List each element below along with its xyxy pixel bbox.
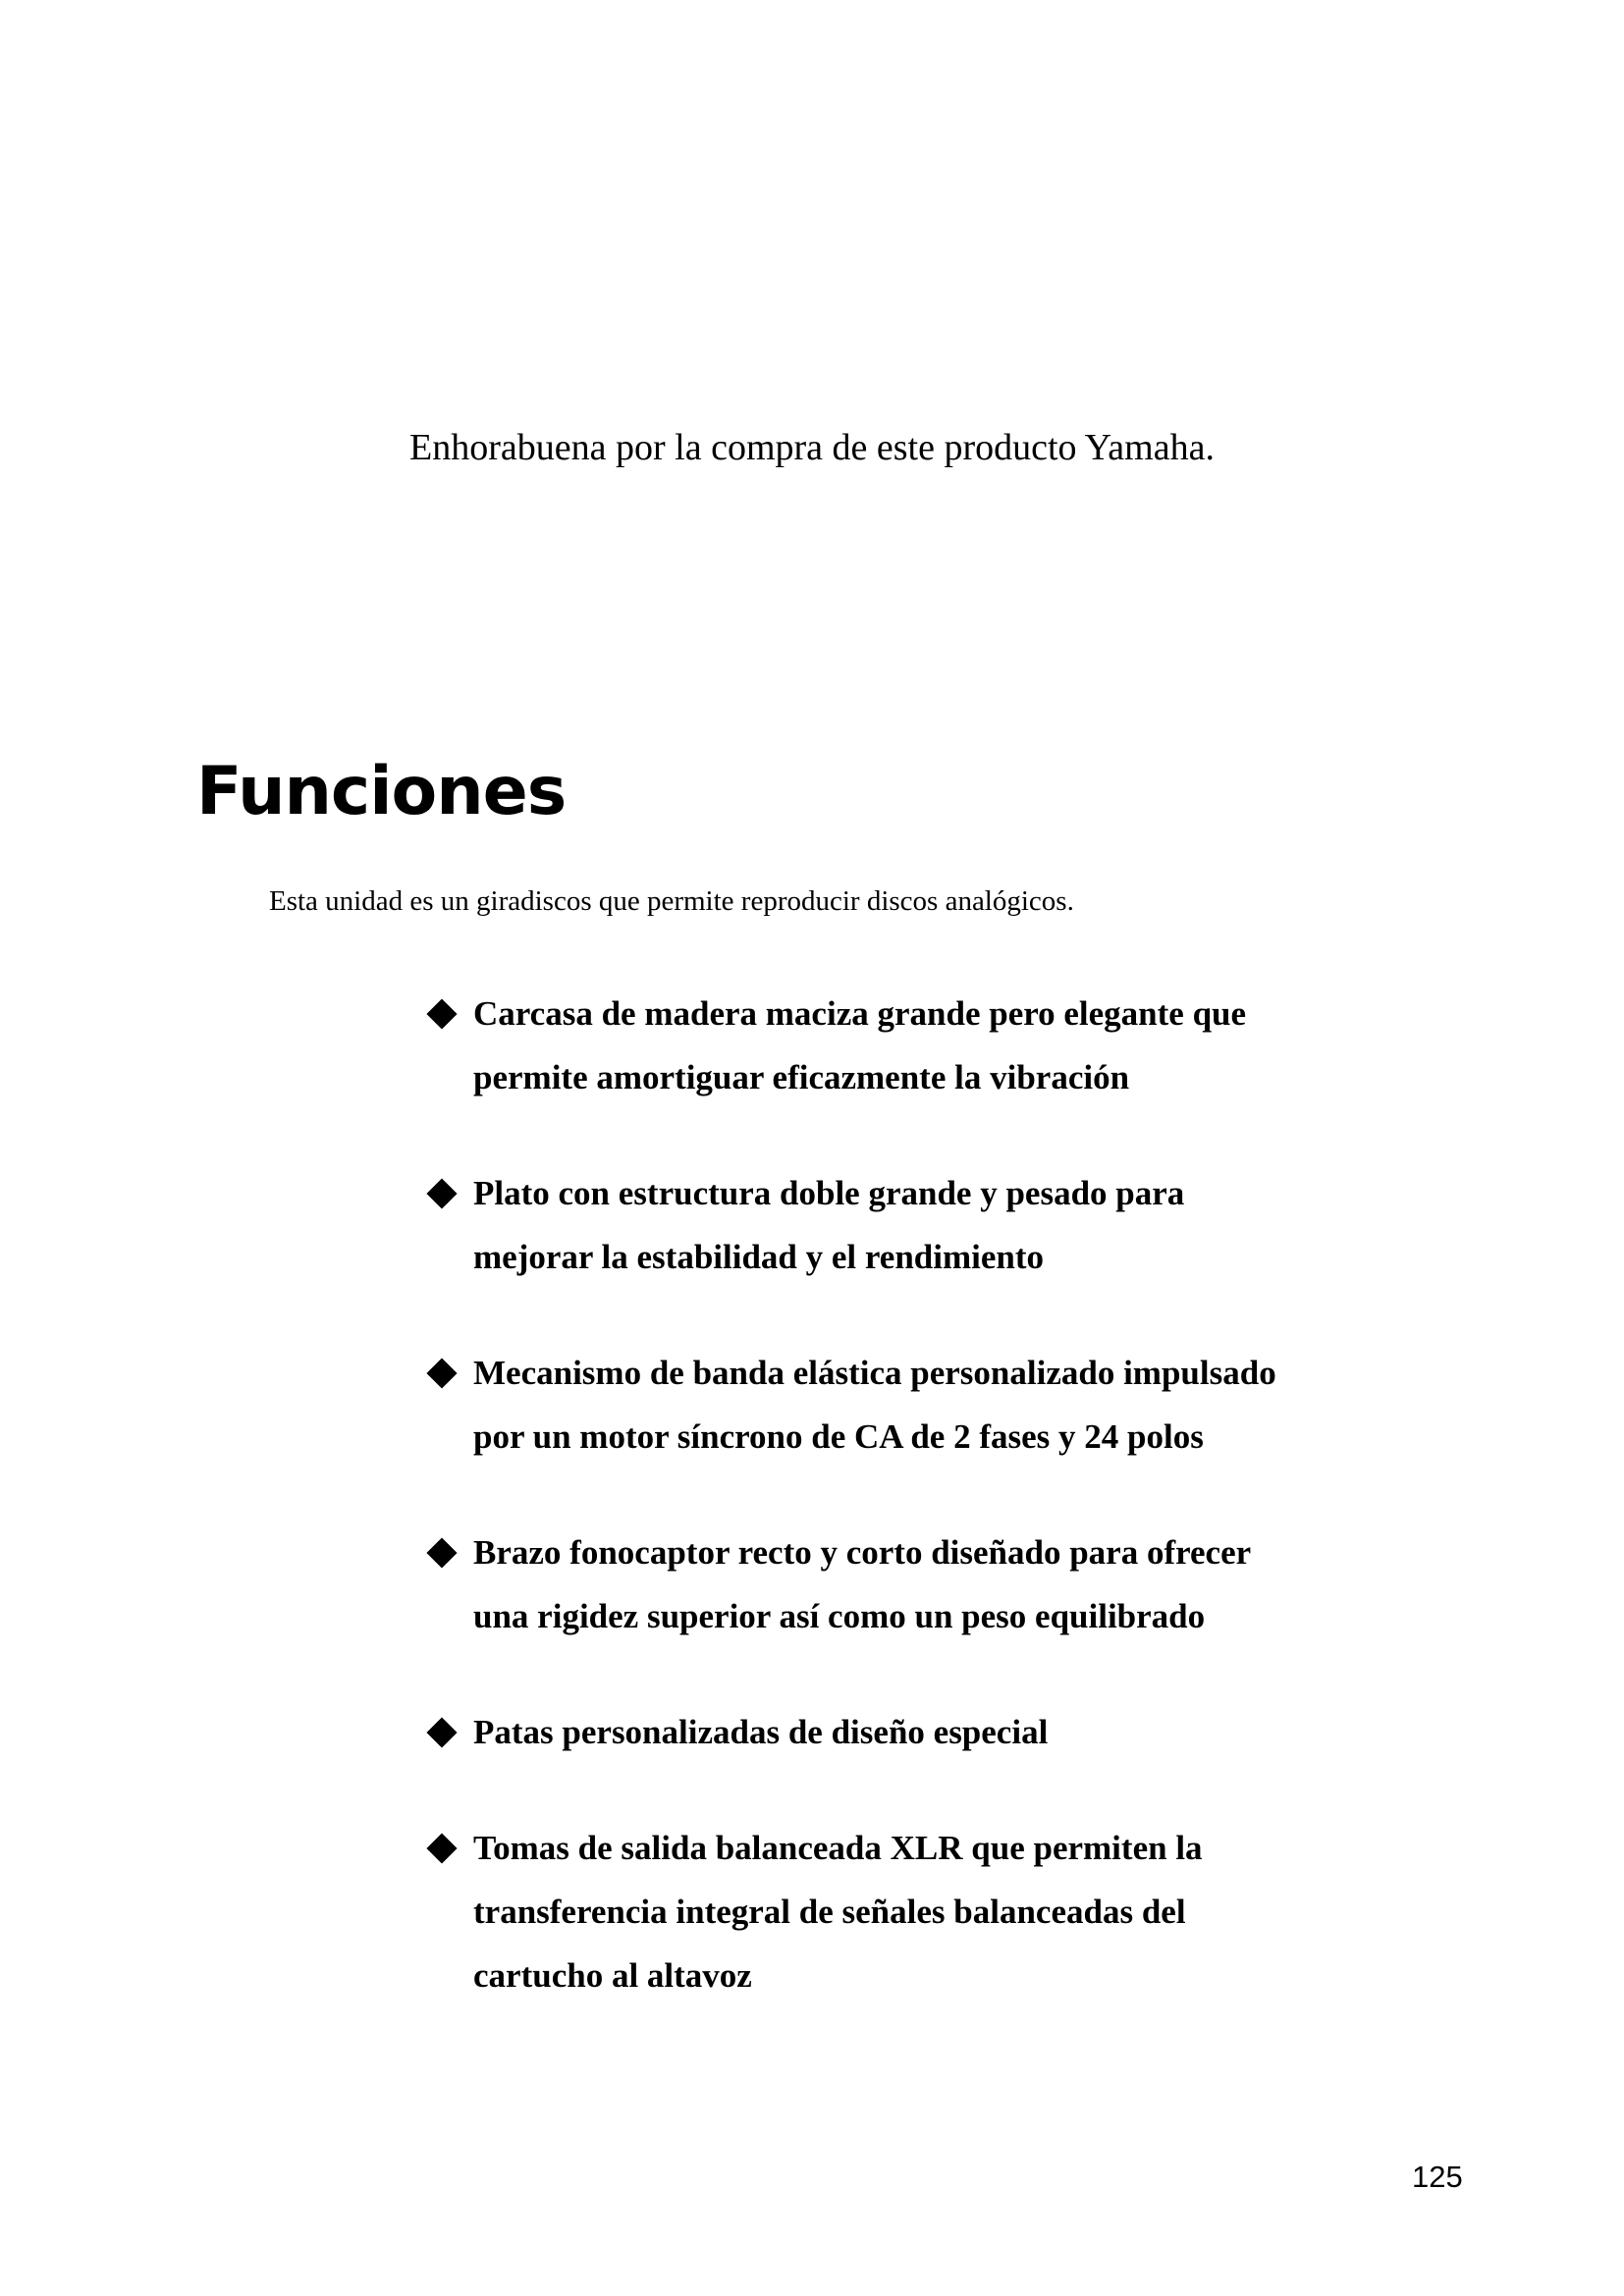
diamond-bullet-icon — [422, 1341, 461, 1405]
feature-line: Tomas de salida balanceada XLR que permiten la — [473, 1829, 1203, 1867]
feature-list — [422, 982, 1404, 2059]
feature-text — [473, 1341, 1377, 1468]
feature-line: permite amortiguar eficazmente la vibración — [473, 1058, 1130, 1096]
feature-line: cartucho al altavoz — [473, 1956, 752, 1995]
feature-line: Patas personalizadas de diseño especial — [473, 1713, 1049, 1751]
intro-text: Enhorabuena por la compra de este producto Yamaha. — [409, 427, 1215, 468]
feature-item — [422, 982, 1404, 1109]
feature-item — [422, 1161, 1404, 1289]
section-lead: Esta unidad es un giradiscos que permite reproducir discos analógicos. — [269, 885, 1074, 917]
feature-text — [473, 1521, 1377, 1648]
feature-text — [473, 982, 1377, 1109]
feature-line: Brazo fonocaptor recto y corto diseñado para ofrecer — [473, 1533, 1252, 1572]
feature-item — [422, 1341, 1404, 1468]
feature-line: transferencia integral de señales balanceadas del — [473, 1893, 1186, 1931]
feature-item — [422, 1521, 1404, 1648]
page-number: 125 — [1412, 2160, 1463, 2194]
feature-item — [422, 1700, 1404, 1764]
feature-text — [473, 1161, 1377, 1289]
diamond-bullet-icon — [422, 1816, 461, 1880]
section-title: Funciones — [196, 753, 567, 830]
feature-line: mejorar la estabilidad y el rendimiento — [473, 1238, 1045, 1276]
diamond-bullet-icon — [422, 1521, 461, 1584]
diamond-bullet-icon — [422, 1700, 461, 1764]
feature-line: una rigidez superior así como un peso equilibrado — [473, 1597, 1206, 1635]
diamond-bullet-icon — [422, 982, 461, 1045]
feature-text — [473, 1700, 1377, 1764]
feature-item — [422, 1816, 1404, 2007]
diamond-bullet-icon — [422, 1161, 461, 1225]
feature-line: por un motor síncrono de CA de 2 fases y 24 polos — [473, 1417, 1204, 1456]
feature-line: Plato con estructura doble grande y pesado para — [473, 1174, 1185, 1212]
feature-line: Carcasa de madera maciza grande pero elegante que — [473, 994, 1247, 1033]
feature-text — [473, 1816, 1377, 2007]
feature-line: Mecanismo de banda elástica personalizado impulsado — [473, 1354, 1276, 1392]
